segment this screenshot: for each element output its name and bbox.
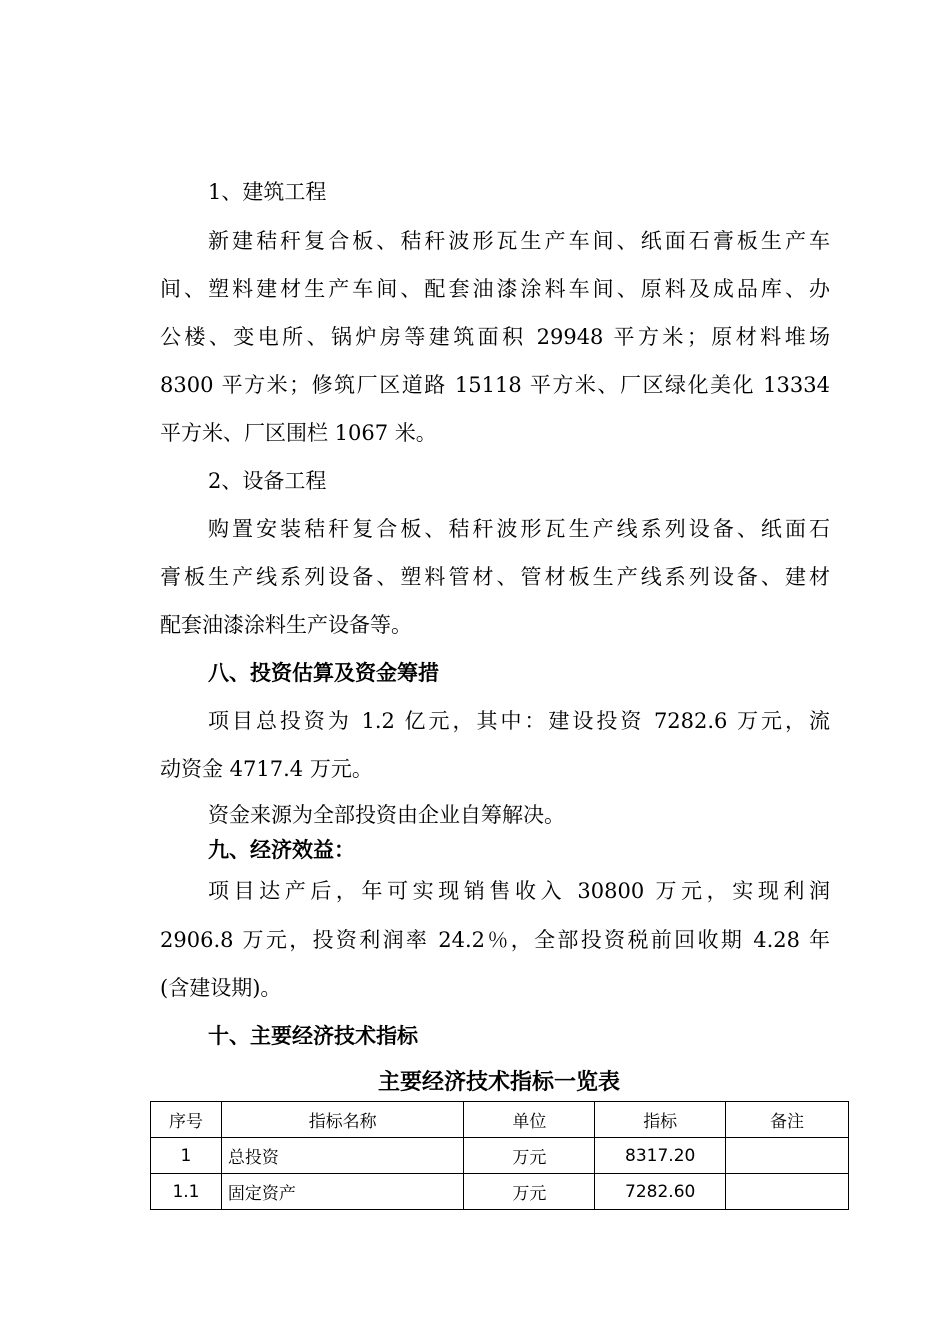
column-header: 指标名称 [221,1102,464,1138]
paragraph-line: 新建秸秆复合板、秸秆波形瓦生产车间、纸面石膏板生产车 [208,229,830,253]
table-header-row [151,1102,849,1138]
kpi-table [150,1101,849,1210]
table-cell [726,1174,849,1210]
section-9-heading: 九、经济效益： [208,838,355,862]
paragraph-line: 间、塑料建材生产车间、配套油漆涂料车间、原料及成品库、办 [160,277,830,301]
funding-source-line: 资金来源为全部投资由企业自筹解决。 [208,803,565,827]
section-2-heading: 2、设备工程 [208,469,327,493]
section-1-heading: 1、建筑工程 [208,180,327,204]
table-title: 主要经济技术指标一览表 [377,1070,620,1095]
paragraph-line: 项目总投资为 1.2 亿元，其中：建设投资 7282.6 万元，流 [208,709,830,733]
column-header: 单位 [464,1102,595,1138]
column-header: 指标 [595,1102,726,1138]
section-10-heading: 十、主要经济技术指标 [208,1024,418,1048]
paragraph-line: 配套油漆涂料生产设备等。 [160,613,412,637]
paragraph-line: 8300 平方米；修筑厂区道路 15118 平方米、厂区绿化美化 13334 [160,373,830,397]
section-8-heading: 八、投资估算及资金筹措 [208,661,439,685]
paragraph-line: 2906.8 万元，投资利润率 24.2％，全部投资税前回收期 4.28 年 [160,928,830,952]
table-cell: 1.1 [151,1174,222,1210]
table-cell [726,1138,849,1174]
paragraph-line: 动资金 4717.4 万元。 [160,757,373,781]
table-cell: 万元 [464,1138,595,1174]
paragraph-line: 膏板生产线系列设备、塑料管材、管材板生产线系列设备、建材 [160,565,830,589]
table-cell: 万元 [464,1174,595,1210]
table-cell: 7282.60 [595,1174,726,1210]
column-header: 备注 [726,1102,849,1138]
paragraph-line: 项目达产后，年可实现销售收入 30800 万元，实现利润 [208,879,830,903]
paragraph-line: 平方米、厂区围栏 1067 米。 [160,421,437,445]
table-cell: 1 [151,1138,222,1174]
table-cell: 固定资产 [221,1174,464,1210]
table-row [151,1138,849,1174]
table-row [151,1174,849,1210]
paragraph-line: 购置安装秸秆复合板、秸秆波形瓦生产线系列设备、纸面石 [208,517,830,541]
paragraph-line: (含建设期)。 [160,976,282,1000]
paragraph-line: 公楼、变电所、锅炉房等建筑面积 29948 平方米；原材料堆场 [160,325,830,349]
table-cell: 总投资 [221,1138,464,1174]
column-header: 序号 [151,1102,222,1138]
table-cell: 8317.20 [595,1138,726,1174]
